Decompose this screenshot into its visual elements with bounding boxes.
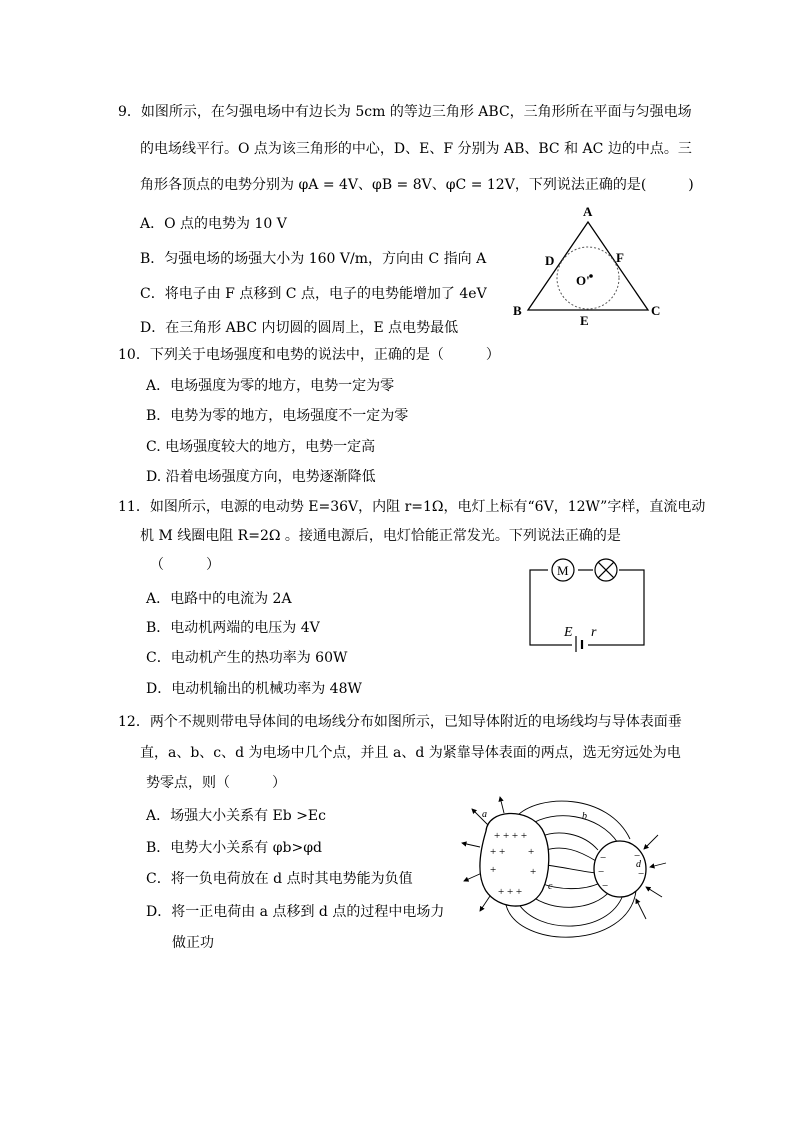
- q12-option-d-line2: 做正功: [172, 935, 214, 951]
- q9-stem-line2: 的电场线平行。O 点为该三角形的中心，D、E、F 分别为 AB、BC 和 AC 边的中点。三: [140, 141, 692, 157]
- q12-stem-line3: 势零点，则（ ）: [146, 775, 286, 791]
- label-f: F: [616, 250, 624, 265]
- label-d: D: [545, 253, 555, 268]
- label-c: C: [651, 303, 661, 318]
- svg-text:−: −: [600, 852, 607, 864]
- q11-stem-line1: 11．如图所示，电源的电动势 E=36V，内阻 r=1Ω，电灯上标有“6V，12W”字样，直流电动: [118, 499, 706, 515]
- q12-stem-line2: 直，a、b、c、d 为电场中几个点，并且 a、d 为紧靠导体表面的两点，选无穷远处为电: [140, 745, 681, 761]
- q11-option-d: D．电动机输出的机械功率为 48W: [146, 681, 362, 697]
- q10-option-b: B．电势为零的地方，电场强度不一定为零: [146, 408, 409, 424]
- svg-text:+ + + +: + + + +: [494, 830, 528, 842]
- q9-option-c: C．将电子由 F 点移到 C 点，电子的电势能增加了 4eV: [140, 286, 487, 302]
- q9-option-a: A．O 点的电势为 10 V: [140, 216, 287, 232]
- svg-text:−: −: [602, 880, 609, 892]
- label-e: E: [580, 313, 589, 325]
- q12-option-d-line1: D．将一正电荷由 a 点移到 d 点的过程中电场力: [146, 904, 445, 920]
- point-a-label: a: [482, 809, 487, 820]
- field-line: [546, 848, 596, 861]
- q10-option-a: A．电场强度为零的地方，电势一定为零: [146, 378, 395, 394]
- svg-text:+ + +: + + +: [498, 886, 523, 898]
- q11-option-a: A．电路中的电流为 2A: [146, 591, 292, 607]
- q10-option-c: C. 电场强度较大的地方，电势一定高: [146, 439, 376, 455]
- point-b-label: b: [582, 811, 587, 822]
- field-line: [546, 865, 596, 873]
- q11-option-c: C．电动机产生的热功率为 60W: [146, 650, 348, 666]
- field-line: [530, 891, 610, 907]
- triangle-figure: [505, 200, 675, 325]
- svg-text:+: +: [490, 864, 497, 876]
- q11-option-b: B．电动机两端的电压为 4V: [146, 620, 320, 636]
- q11-stem-line3: （ ）: [150, 557, 220, 573]
- circuit-loop: [530, 570, 644, 645]
- q10-stem: 10．下列关于电场强度和电势的说法中，正确的是（ ）: [118, 347, 500, 363]
- circuit-figure: [520, 552, 655, 652]
- motor-label: M: [557, 563, 569, 578]
- label-a: A: [583, 204, 593, 219]
- field-lines-figure: [458, 795, 668, 950]
- svg-text:−: −: [634, 850, 641, 862]
- svg-text:+ +: + +: [490, 846, 506, 858]
- q10-option-d: D. 沿着电场强度方向，电势逐渐降低: [146, 469, 376, 485]
- q12-option-a: A．场强大小关系有 Eb >Ec: [146, 808, 326, 824]
- q12-option-c: C．将一负电荷放在 d 点时其电势能为负值: [146, 871, 413, 887]
- point-c-label: c: [548, 881, 553, 892]
- svg-text:+: +: [528, 846, 535, 858]
- svg-text:−: −: [638, 868, 645, 880]
- point-d-label: d: [636, 859, 641, 870]
- q9-stem-line3: 角形各顶点的电势分别为 φA = 4V、φB = 8V、φC = 12V，下列说法正确的是( ): [140, 177, 694, 193]
- q9-stem-line1: 9．如图所示，在匀强电场中有边长为 5cm 的等边三角形 ABC，三角形所在平面与匀强电场: [118, 104, 692, 120]
- q12-stem-line1: 12．两个不规则带电导体间的电场线分布如图所示，已知导体附近的电场线均与导体表面垂: [118, 714, 682, 730]
- center-point-o: [589, 274, 593, 278]
- q9-option-d: D．在三角形 ABC 内切圆的圆周上，E 点电势最低: [140, 320, 459, 336]
- svg-text:+: +: [530, 866, 537, 878]
- field-line: [540, 833, 598, 850]
- q12-option-b: B．电势大小关系有 φb>φd: [146, 840, 322, 856]
- label-o: O': [576, 273, 590, 288]
- q9-option-b: B．匀强电场的场强大小为 160 V/m，方向由 C 指向 A: [140, 251, 487, 267]
- label-b: B: [513, 303, 522, 318]
- emf-label: E: [564, 625, 573, 640]
- svg-text:−: −: [598, 866, 605, 878]
- q11-stem-line2: 机 M 线圈电阻 R=2Ω 。接通电源后，电灯恰能正常发光。下列说法正确的是: [140, 528, 621, 544]
- internal-resistance-label: r: [591, 625, 597, 640]
